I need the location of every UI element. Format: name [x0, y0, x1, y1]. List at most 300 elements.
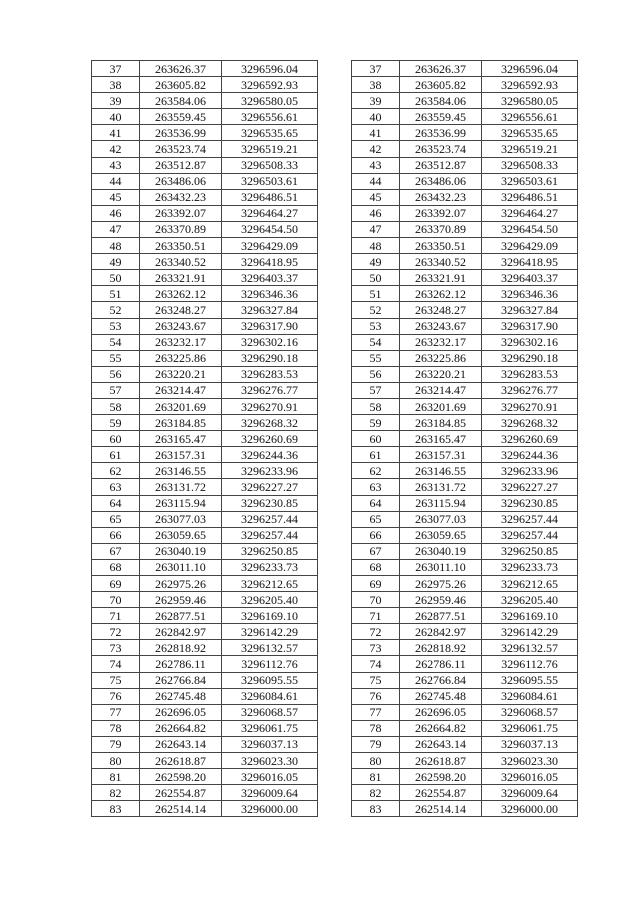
y-coordinate-cell: 3296244.36	[222, 447, 318, 463]
point-number-cell: 49	[92, 254, 140, 270]
point-number-cell: 47	[352, 221, 400, 237]
table-row	[352, 753, 578, 769]
y-coordinate-cell: 3296519.21	[222, 141, 318, 157]
table-row	[92, 608, 318, 624]
table-row	[352, 688, 578, 704]
point-number-cell: 56	[352, 366, 400, 382]
table-row	[352, 270, 578, 286]
table-row	[352, 286, 578, 302]
point-number-cell: 81	[92, 769, 140, 785]
x-coordinate-cell: 263536.99	[400, 125, 482, 141]
x-coordinate-cell: 263370.89	[140, 221, 222, 237]
point-number-cell: 78	[92, 720, 140, 736]
point-number-cell: 80	[92, 753, 140, 769]
x-coordinate-cell: 262618.87	[140, 753, 222, 769]
table-row	[92, 415, 318, 431]
y-coordinate-cell: 3296095.55	[222, 672, 318, 688]
point-number-cell: 38	[352, 77, 400, 93]
y-coordinate-cell: 3296268.32	[482, 415, 578, 431]
x-coordinate-cell: 262745.48	[400, 688, 482, 704]
table-row	[92, 559, 318, 575]
point-number-cell: 79	[352, 736, 400, 752]
point-number-cell: 54	[352, 334, 400, 350]
x-coordinate-cell: 263486.06	[400, 173, 482, 189]
x-coordinate-cell: 263146.55	[400, 463, 482, 479]
point-number-cell: 42	[92, 141, 140, 157]
table-row	[92, 495, 318, 511]
point-number-cell: 43	[92, 157, 140, 173]
x-coordinate-cell: 263262.12	[140, 286, 222, 302]
y-coordinate-cell: 3296112.76	[482, 656, 578, 672]
point-number-cell: 55	[92, 350, 140, 366]
x-coordinate-cell: 263220.21	[400, 366, 482, 382]
y-coordinate-cell: 3296169.10	[482, 608, 578, 624]
table-row	[92, 479, 318, 495]
table-row	[352, 543, 578, 559]
table-row	[92, 688, 318, 704]
table-row	[352, 608, 578, 624]
table-row	[92, 382, 318, 398]
point-number-cell: 82	[352, 785, 400, 801]
y-coordinate-cell: 3296508.33	[222, 157, 318, 173]
y-coordinate-cell: 3296486.51	[222, 189, 318, 205]
point-number-cell: 83	[352, 801, 400, 817]
table-row	[352, 350, 578, 366]
table-row	[92, 125, 318, 141]
point-number-cell: 70	[92, 592, 140, 608]
y-coordinate-cell: 3296317.90	[482, 318, 578, 334]
table-row	[92, 61, 318, 77]
point-number-cell: 71	[92, 608, 140, 624]
x-coordinate-cell: 263243.67	[140, 318, 222, 334]
y-coordinate-cell: 3296260.69	[222, 431, 318, 447]
y-coordinate-cell: 3296503.61	[222, 173, 318, 189]
y-coordinate-cell: 3296132.57	[482, 640, 578, 656]
x-coordinate-cell: 263350.51	[400, 238, 482, 254]
point-number-cell: 48	[92, 238, 140, 254]
point-number-cell: 63	[92, 479, 140, 495]
table-row	[352, 366, 578, 382]
x-coordinate-cell: 262959.46	[140, 592, 222, 608]
point-number-cell: 66	[92, 527, 140, 543]
x-coordinate-cell: 262842.97	[400, 624, 482, 640]
point-number-cell: 53	[92, 318, 140, 334]
y-coordinate-cell: 3296596.04	[222, 61, 318, 77]
point-number-cell: 45	[352, 189, 400, 205]
y-coordinate-cell: 3296346.36	[222, 286, 318, 302]
point-number-cell: 77	[352, 704, 400, 720]
table-row	[352, 61, 578, 77]
y-coordinate-cell: 3296084.61	[222, 688, 318, 704]
x-coordinate-cell: 263584.06	[140, 93, 222, 109]
y-coordinate-cell: 3296429.09	[222, 238, 318, 254]
x-coordinate-cell: 263512.87	[140, 157, 222, 173]
y-coordinate-cell: 3296276.77	[482, 382, 578, 398]
point-number-cell: 41	[92, 125, 140, 141]
y-coordinate-cell: 3296061.75	[222, 720, 318, 736]
y-coordinate-cell: 3296142.29	[222, 624, 318, 640]
point-number-cell: 48	[352, 238, 400, 254]
x-coordinate-cell: 263626.37	[400, 61, 482, 77]
y-coordinate-cell: 3296596.04	[482, 61, 578, 77]
x-coordinate-cell: 263214.47	[400, 382, 482, 398]
y-coordinate-cell: 3296290.18	[222, 350, 318, 366]
point-number-cell: 66	[352, 527, 400, 543]
point-number-cell: 52	[92, 302, 140, 318]
point-number-cell: 44	[352, 173, 400, 189]
y-coordinate-cell: 3296327.84	[222, 302, 318, 318]
y-coordinate-cell: 3296260.69	[482, 431, 578, 447]
point-number-cell: 64	[92, 495, 140, 511]
y-coordinate-cell: 3296016.05	[482, 769, 578, 785]
y-coordinate-cell: 3296132.57	[222, 640, 318, 656]
table-row	[352, 382, 578, 398]
point-number-cell: 58	[92, 398, 140, 414]
y-coordinate-cell: 3296009.64	[222, 785, 318, 801]
y-coordinate-cell: 3296268.32	[222, 415, 318, 431]
y-coordinate-cell: 3296233.73	[482, 559, 578, 575]
y-coordinate-cell: 3296009.64	[482, 785, 578, 801]
y-coordinate-cell: 3296000.00	[222, 801, 318, 817]
x-coordinate-cell: 263059.65	[140, 527, 222, 543]
table-row	[352, 463, 578, 479]
point-number-cell: 51	[352, 286, 400, 302]
table-row	[92, 350, 318, 366]
coordinate-table-right	[351, 60, 578, 817]
x-coordinate-cell: 262766.84	[140, 672, 222, 688]
table-row	[92, 720, 318, 736]
table-row	[92, 624, 318, 640]
point-number-cell: 39	[92, 93, 140, 109]
y-coordinate-cell: 3296250.85	[222, 543, 318, 559]
point-number-cell: 75	[92, 672, 140, 688]
point-number-cell: 42	[352, 141, 400, 157]
y-coordinate-cell: 3296276.77	[222, 382, 318, 398]
x-coordinate-cell: 263201.69	[140, 398, 222, 414]
table-row	[352, 125, 578, 141]
x-coordinate-cell: 263157.31	[140, 447, 222, 463]
y-coordinate-cell: 3296556.61	[482, 109, 578, 125]
table-row	[92, 302, 318, 318]
y-coordinate-cell: 3296169.10	[222, 608, 318, 624]
table-row	[92, 511, 318, 527]
point-number-cell: 63	[352, 479, 400, 495]
point-number-cell: 72	[92, 624, 140, 640]
y-coordinate-cell: 3296592.93	[222, 77, 318, 93]
point-number-cell: 76	[352, 688, 400, 704]
x-coordinate-cell: 263131.72	[400, 479, 482, 495]
y-coordinate-cell: 3296403.37	[222, 270, 318, 286]
x-coordinate-cell: 262877.51	[400, 608, 482, 624]
table-row	[92, 254, 318, 270]
y-coordinate-cell: 3296227.27	[482, 479, 578, 495]
point-number-cell: 76	[92, 688, 140, 704]
x-coordinate-cell: 263059.65	[400, 527, 482, 543]
x-coordinate-cell: 263321.91	[140, 270, 222, 286]
point-number-cell: 56	[92, 366, 140, 382]
point-number-cell: 40	[352, 109, 400, 125]
point-number-cell: 69	[92, 576, 140, 592]
y-coordinate-cell: 3296486.51	[482, 189, 578, 205]
table-row	[352, 173, 578, 189]
x-coordinate-cell: 263536.99	[140, 125, 222, 141]
y-coordinate-cell: 3296454.50	[222, 221, 318, 237]
table-row	[352, 254, 578, 270]
x-coordinate-cell: 263146.55	[140, 463, 222, 479]
x-coordinate-cell: 263115.94	[400, 495, 482, 511]
point-number-cell: 70	[352, 592, 400, 608]
table-row	[352, 109, 578, 125]
y-coordinate-cell: 3296302.16	[482, 334, 578, 350]
y-coordinate-cell: 3296212.65	[222, 576, 318, 592]
y-coordinate-cell: 3296519.21	[482, 141, 578, 157]
x-coordinate-cell: 263131.72	[140, 479, 222, 495]
point-number-cell: 65	[92, 511, 140, 527]
point-number-cell: 59	[92, 415, 140, 431]
table-row	[352, 238, 578, 254]
y-coordinate-cell: 3296230.85	[222, 495, 318, 511]
x-coordinate-cell: 263243.67	[400, 318, 482, 334]
x-coordinate-cell: 263040.19	[140, 543, 222, 559]
y-coordinate-cell: 3296233.73	[222, 559, 318, 575]
y-coordinate-cell: 3296112.76	[222, 656, 318, 672]
table-row	[92, 205, 318, 221]
x-coordinate-cell: 262664.82	[140, 720, 222, 736]
table-row	[92, 238, 318, 254]
x-coordinate-cell: 263605.82	[400, 77, 482, 93]
table-row	[92, 801, 318, 817]
x-coordinate-cell: 262696.05	[140, 704, 222, 720]
point-number-cell: 78	[352, 720, 400, 736]
y-coordinate-cell: 3296503.61	[482, 173, 578, 189]
x-coordinate-cell: 262643.14	[140, 736, 222, 752]
table-row	[92, 769, 318, 785]
y-coordinate-cell: 3296290.18	[482, 350, 578, 366]
x-coordinate-cell: 263077.03	[400, 511, 482, 527]
table-row	[352, 672, 578, 688]
point-number-cell: 37	[92, 61, 140, 77]
table-body	[92, 61, 318, 817]
y-coordinate-cell: 3296302.16	[222, 334, 318, 350]
table-row	[352, 479, 578, 495]
table-row	[352, 495, 578, 511]
table-row	[352, 720, 578, 736]
x-coordinate-cell: 263262.12	[400, 286, 482, 302]
y-coordinate-cell: 3296233.96	[482, 463, 578, 479]
point-number-cell: 50	[352, 270, 400, 286]
x-coordinate-cell: 262598.20	[400, 769, 482, 785]
table-row	[352, 640, 578, 656]
y-coordinate-cell: 3296205.40	[222, 592, 318, 608]
table-row	[92, 527, 318, 543]
x-coordinate-cell: 263232.17	[140, 334, 222, 350]
point-number-cell: 41	[352, 125, 400, 141]
x-coordinate-cell: 263165.47	[400, 431, 482, 447]
point-number-cell: 59	[352, 415, 400, 431]
table-row	[352, 769, 578, 785]
point-number-cell: 75	[352, 672, 400, 688]
table-row	[352, 302, 578, 318]
table-row	[92, 656, 318, 672]
table-row	[92, 447, 318, 463]
table-row	[92, 334, 318, 350]
point-number-cell: 61	[92, 447, 140, 463]
x-coordinate-cell: 263340.52	[140, 254, 222, 270]
y-coordinate-cell: 3296464.27	[482, 205, 578, 221]
point-number-cell: 62	[352, 463, 400, 479]
x-coordinate-cell: 262696.05	[400, 704, 482, 720]
table-row	[92, 77, 318, 93]
table-row	[352, 511, 578, 527]
table-row	[352, 431, 578, 447]
y-coordinate-cell: 3296016.05	[222, 769, 318, 785]
table-row	[92, 736, 318, 752]
point-number-cell: 68	[352, 559, 400, 575]
y-coordinate-cell: 3296429.09	[482, 238, 578, 254]
table-row	[92, 431, 318, 447]
point-number-cell: 60	[352, 431, 400, 447]
table-row	[352, 624, 578, 640]
table-row	[92, 93, 318, 109]
y-coordinate-cell: 3296556.61	[222, 109, 318, 125]
point-number-cell: 61	[352, 447, 400, 463]
table-row	[352, 736, 578, 752]
y-coordinate-cell: 3296592.93	[482, 77, 578, 93]
point-number-cell: 50	[92, 270, 140, 286]
table-row	[92, 318, 318, 334]
table-row	[92, 173, 318, 189]
x-coordinate-cell: 262664.82	[400, 720, 482, 736]
y-coordinate-cell: 3296454.50	[482, 221, 578, 237]
point-number-cell: 81	[352, 769, 400, 785]
point-number-cell: 71	[352, 608, 400, 624]
table-row	[92, 141, 318, 157]
table-row	[92, 640, 318, 656]
point-number-cell: 79	[92, 736, 140, 752]
y-coordinate-cell: 3296233.96	[222, 463, 318, 479]
point-number-cell: 62	[92, 463, 140, 479]
point-number-cell: 80	[352, 753, 400, 769]
y-coordinate-cell: 3296270.91	[222, 398, 318, 414]
x-coordinate-cell: 262514.14	[400, 801, 482, 817]
point-number-cell: 46	[92, 205, 140, 221]
y-coordinate-cell: 3296212.65	[482, 576, 578, 592]
x-coordinate-cell: 262786.11	[140, 656, 222, 672]
x-coordinate-cell: 263184.85	[400, 415, 482, 431]
table-row	[352, 318, 578, 334]
point-number-cell: 67	[352, 543, 400, 559]
y-coordinate-cell: 3296023.30	[482, 753, 578, 769]
table-row	[92, 463, 318, 479]
y-coordinate-cell: 3296464.27	[222, 205, 318, 221]
y-coordinate-cell: 3296403.37	[482, 270, 578, 286]
table-row	[92, 109, 318, 125]
point-number-cell: 74	[352, 656, 400, 672]
point-number-cell: 39	[352, 93, 400, 109]
table-row	[92, 576, 318, 592]
x-coordinate-cell: 262959.46	[400, 592, 482, 608]
table-row	[352, 656, 578, 672]
x-coordinate-cell: 262877.51	[140, 608, 222, 624]
x-coordinate-cell: 263523.74	[400, 141, 482, 157]
table-row	[92, 785, 318, 801]
y-coordinate-cell: 3296227.27	[222, 479, 318, 495]
y-coordinate-cell: 3296283.53	[482, 366, 578, 382]
x-coordinate-cell: 263584.06	[400, 93, 482, 109]
point-number-cell: 64	[352, 495, 400, 511]
y-coordinate-cell: 3296508.33	[482, 157, 578, 173]
y-coordinate-cell: 3296580.05	[482, 93, 578, 109]
y-coordinate-cell: 3296418.95	[222, 254, 318, 270]
point-number-cell: 73	[92, 640, 140, 656]
x-coordinate-cell: 263626.37	[140, 61, 222, 77]
table-row	[352, 334, 578, 350]
y-coordinate-cell: 3296095.55	[482, 672, 578, 688]
point-number-cell: 82	[92, 785, 140, 801]
x-coordinate-cell: 262818.92	[400, 640, 482, 656]
x-coordinate-cell: 263184.85	[140, 415, 222, 431]
table-row	[92, 366, 318, 382]
table-row	[92, 157, 318, 173]
x-coordinate-cell: 263232.17	[400, 334, 482, 350]
table-row	[92, 189, 318, 205]
table-row	[352, 704, 578, 720]
table-row	[352, 205, 578, 221]
x-coordinate-cell: 263486.06	[140, 173, 222, 189]
point-number-cell: 49	[352, 254, 400, 270]
x-coordinate-cell: 262745.48	[140, 688, 222, 704]
y-coordinate-cell: 3296257.44	[482, 511, 578, 527]
point-number-cell: 69	[352, 576, 400, 592]
table-row	[352, 157, 578, 173]
point-number-cell: 57	[92, 382, 140, 398]
x-coordinate-cell: 263214.47	[140, 382, 222, 398]
point-number-cell: 45	[92, 189, 140, 205]
table-row	[92, 398, 318, 414]
y-coordinate-cell: 3296000.00	[482, 801, 578, 817]
x-coordinate-cell: 263157.31	[400, 447, 482, 463]
table-row	[352, 801, 578, 817]
point-number-cell: 55	[352, 350, 400, 366]
y-coordinate-cell: 3296418.95	[482, 254, 578, 270]
x-coordinate-cell: 262514.14	[140, 801, 222, 817]
x-coordinate-cell: 263248.27	[400, 302, 482, 318]
y-coordinate-cell: 3296142.29	[482, 624, 578, 640]
point-number-cell: 83	[92, 801, 140, 817]
point-number-cell: 68	[92, 559, 140, 575]
table-row	[92, 753, 318, 769]
y-coordinate-cell: 3296283.53	[222, 366, 318, 382]
y-coordinate-cell: 3296535.65	[482, 125, 578, 141]
y-coordinate-cell: 3296068.57	[222, 704, 318, 720]
table-row	[352, 221, 578, 237]
x-coordinate-cell: 263115.94	[140, 495, 222, 511]
x-coordinate-cell: 262554.87	[400, 785, 482, 801]
point-number-cell: 74	[92, 656, 140, 672]
coordinate-table-left	[91, 60, 318, 817]
table-row	[352, 785, 578, 801]
table-row	[92, 672, 318, 688]
x-coordinate-cell: 263040.19	[400, 543, 482, 559]
x-coordinate-cell: 263350.51	[140, 238, 222, 254]
x-coordinate-cell: 263605.82	[140, 77, 222, 93]
table-row	[352, 527, 578, 543]
x-coordinate-cell: 263559.45	[140, 109, 222, 125]
x-coordinate-cell: 263512.87	[400, 157, 482, 173]
table-row	[92, 270, 318, 286]
point-number-cell: 65	[352, 511, 400, 527]
point-number-cell: 72	[352, 624, 400, 640]
